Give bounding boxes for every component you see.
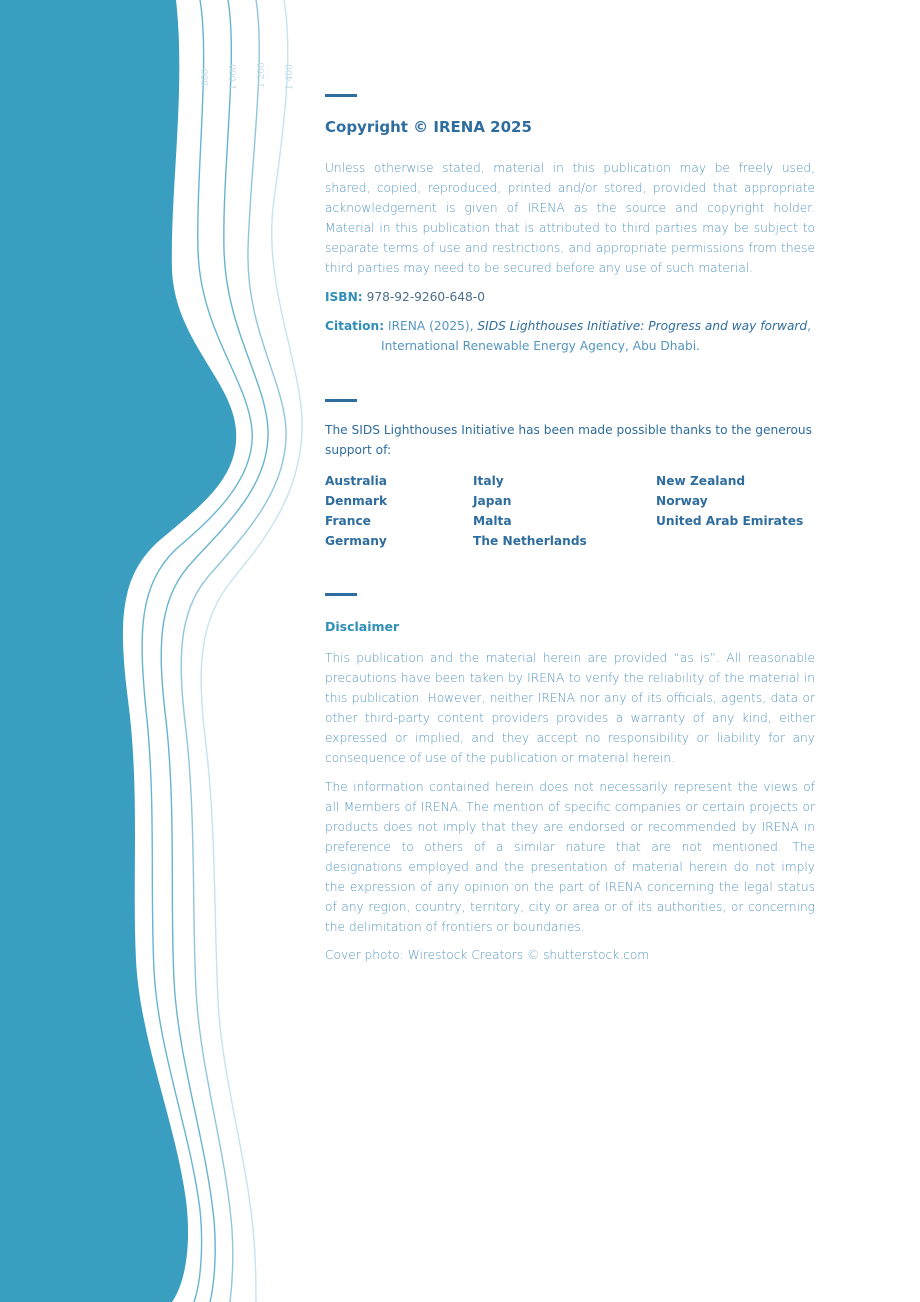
country-item: Germany [325,534,387,548]
section-rule-support [325,399,357,402]
isbn-value: 978-92-9260-648-0 [366,290,485,304]
disclaimer-paragraph-1: This publication and the material herein are provided “as is”. All reasonable precautions have been taken by IRENA to verify the reliability of the material in this publication. However, neither IRENA nor any of its officials, agents, data or other third-party content providers provides a warranty of any kind, either expressed or implied, and they accept no responsibility or liability for any consequence of use of the publication or material herein. [325,651,815,765]
cover-photo-credit: Cover photo: Wirestock Creators © shutterstock.com [325,948,650,962]
section-rule-copyright [325,94,357,97]
citation-block [325,316,815,356]
country-item: Denmark [325,494,388,508]
country-item: New Zealand [656,474,746,488]
country-item: Norway [656,494,708,508]
section-rule-disclaimer [325,593,357,596]
isbn-label: ISBN: [325,290,363,304]
citation-suffix: , [807,319,812,333]
contour-line-1000 [161,0,268,1302]
citation-title: SIDS Lighthouses Initiative: Progress and way forward [477,319,808,333]
country-item: The Netherlands [473,534,587,548]
contour-label-1000: 1 000 [229,64,239,90]
contour-line-1400 [201,0,302,1302]
support-text: The SIDS Lighthouses Initiative has been made possible thanks to the generous support of: [325,423,813,457]
contour-label-1200: 1 200 [257,62,267,88]
disclaimer-paragraph-2: The information contained herein does not necessarily represent the views of all Members of IRENA. The mention of specific companies or certain projects or products does not imply that they are endorsed or recommended by IRENA in preference to others of a similar nature that are not mentioned. The designations employed and the presentation of material herein do not imply the expression of any opinion on the part of IRENA concerning the legal status of any region, country, territory, city or area or of its authorities, or concerning the delimitation of frontiers or boundaries. [325,780,815,934]
country-item: Malta [473,514,512,528]
country-item: United Arab Emirates [656,514,804,528]
contour-label-1400: 1 400 [285,64,295,90]
contour-line-1200 [181,0,286,1302]
citation-label: Citation: [325,319,385,333]
copyright-body: Unless otherwise stated, material in this publication may be freely used, shared, copied, reproduced, printed and/or stored, provided that appropriate acknowledgement is given of IRENA as the source and copyright holder. Material in this publication that is attributed to third parties may be subject to separate terms of use and restrictions, and appropriate permissions from these third parties may need to be secured before any use of such material. [325,161,815,275]
copyright-title: Copyright © IRENA 2025 [325,118,532,136]
wave-shape [0,0,236,1302]
citation-prefix: IRENA (2025), [387,319,474,333]
citation-line2: International Renewable Energy Agency, Abu Dhabi. [381,339,700,353]
country-item: Australia [325,474,388,488]
disclaimer-title: Disclaimer [325,619,400,634]
country-item: Italy [473,474,504,488]
isbn-line [325,287,815,307]
country-item: Japan [473,494,512,508]
citation-line1 [388,319,811,333]
wave-decoration [0,0,330,1302]
contour-label-800: 800 [201,68,211,86]
country-item: France [325,514,371,528]
